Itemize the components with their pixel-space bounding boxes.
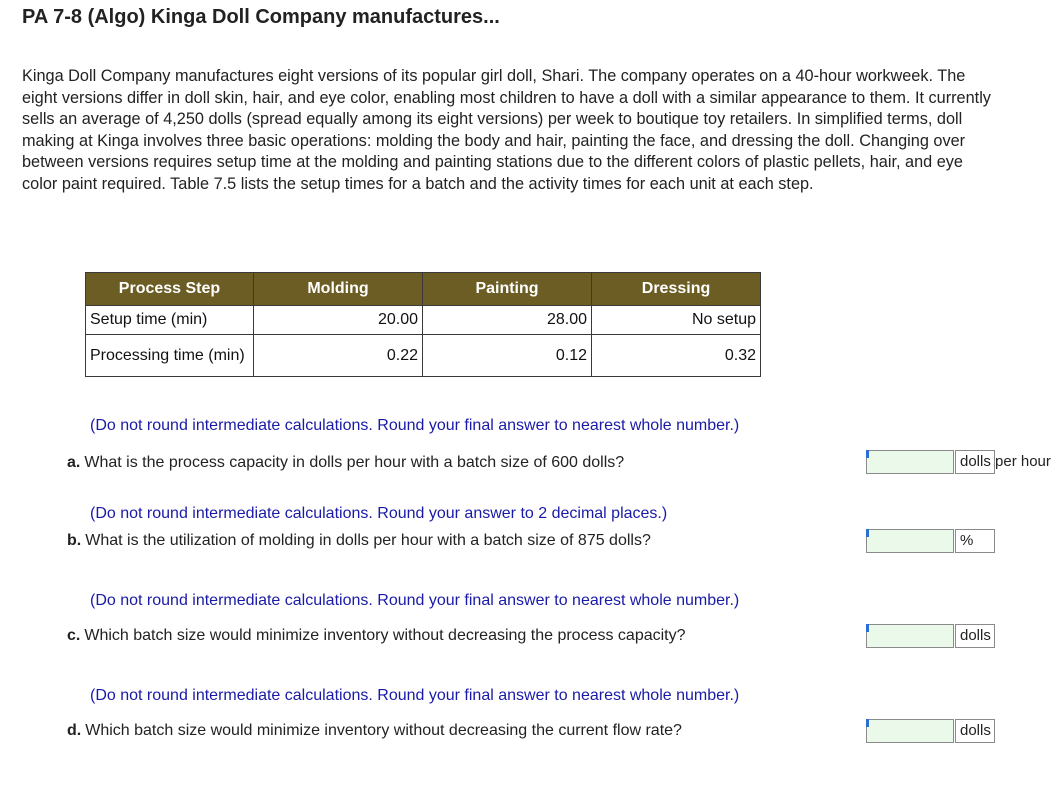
question-text: What is the utilization of molding in dolls per hour with a batch size of 875 dolls? <box>85 532 651 549</box>
question-text: What is the process capacity in dolls per hour with a batch size of 600 dolls? <box>84 454 625 471</box>
problem-description: Kinga Doll Company manufactures eight versions of its popular girl doll, Shari. The company operates on a 40-hour workweek. The eight versions differ in doll skin, hair, and eye color, enabling most children to have a doll with a similar appearance to them. It currently sells an average of 4,250 dolls (spread equally among its eight versions) per week to boutique toy retailers. In simplified terms, doll making at Kinga involves three basic operations: molding the body and hair, painting the face, and dressing the doll. Changing over between versions requires setup time at the molding and painting stations due to the different colors of plastic pellets, hair, and eye color paint required. Table 7.5 lists the setup times for a batch and the activity times for each unit at each step. <box>22 67 991 193</box>
rounding-note: (Do not round intermediate calculations. Round your answer to 2 decimal places.) <box>90 505 668 522</box>
question-text: Which batch size would minimize inventory without decreasing the current flow rate? <box>85 722 682 739</box>
input-cursor-marker <box>866 450 869 458</box>
page-title: PA 7-8 (Algo) Kinga Doll Company manufactures... <box>22 6 500 28</box>
unit-label: dolls <box>955 719 995 743</box>
table-row <box>86 335 761 377</box>
question-letter: c. <box>67 627 81 644</box>
table-cell: 20.00 <box>254 306 423 335</box>
unit-label: dolls <box>955 624 995 648</box>
answer-input-b[interactable] <box>866 529 954 553</box>
column-header: Painting <box>423 273 592 306</box>
question-letter: b. <box>67 532 82 549</box>
row-label: Processing time (min) <box>86 335 254 377</box>
answer-input-c[interactable] <box>866 624 954 648</box>
rounding-note: (Do not round intermediate calculations. Round your final answer to nearest whole number.) <box>90 687 740 704</box>
table-cell: 0.22 <box>254 335 423 377</box>
question-a <box>67 454 624 472</box>
table-cell: 0.12 <box>423 335 592 377</box>
table-row <box>86 306 761 335</box>
question-b <box>67 532 651 550</box>
table-cell: 28.00 <box>423 306 592 335</box>
table-cell: 0.32 <box>592 335 761 377</box>
input-cursor-marker <box>866 624 869 632</box>
question-letter: a. <box>67 454 81 471</box>
table-cell: No setup <box>592 306 761 335</box>
row-label: Setup time (min) <box>86 306 254 335</box>
question-d <box>67 722 682 740</box>
answer-input-a[interactable] <box>866 450 954 474</box>
unit-label: % <box>955 529 995 553</box>
column-header: Dressing <box>592 273 761 306</box>
table-header-row <box>86 273 761 306</box>
input-cursor-marker <box>866 529 869 537</box>
answer-input-d[interactable] <box>866 719 954 743</box>
question-text: Which batch size would minimize inventory without decreasing the process capacity? <box>84 627 686 644</box>
rounding-note: (Do not round intermediate calculations. Round your final answer to nearest whole number.) <box>90 592 740 609</box>
process-table <box>85 272 761 377</box>
input-cursor-marker <box>866 719 869 727</box>
column-header: Molding <box>254 273 423 306</box>
column-header: Process Step <box>86 273 254 306</box>
question-c <box>67 627 686 645</box>
question-letter: d. <box>67 722 82 739</box>
unit-label: dolls per hour <box>955 450 995 474</box>
rounding-note: (Do not round intermediate calculations. Round your final answer to nearest whole number.) <box>90 417 740 434</box>
